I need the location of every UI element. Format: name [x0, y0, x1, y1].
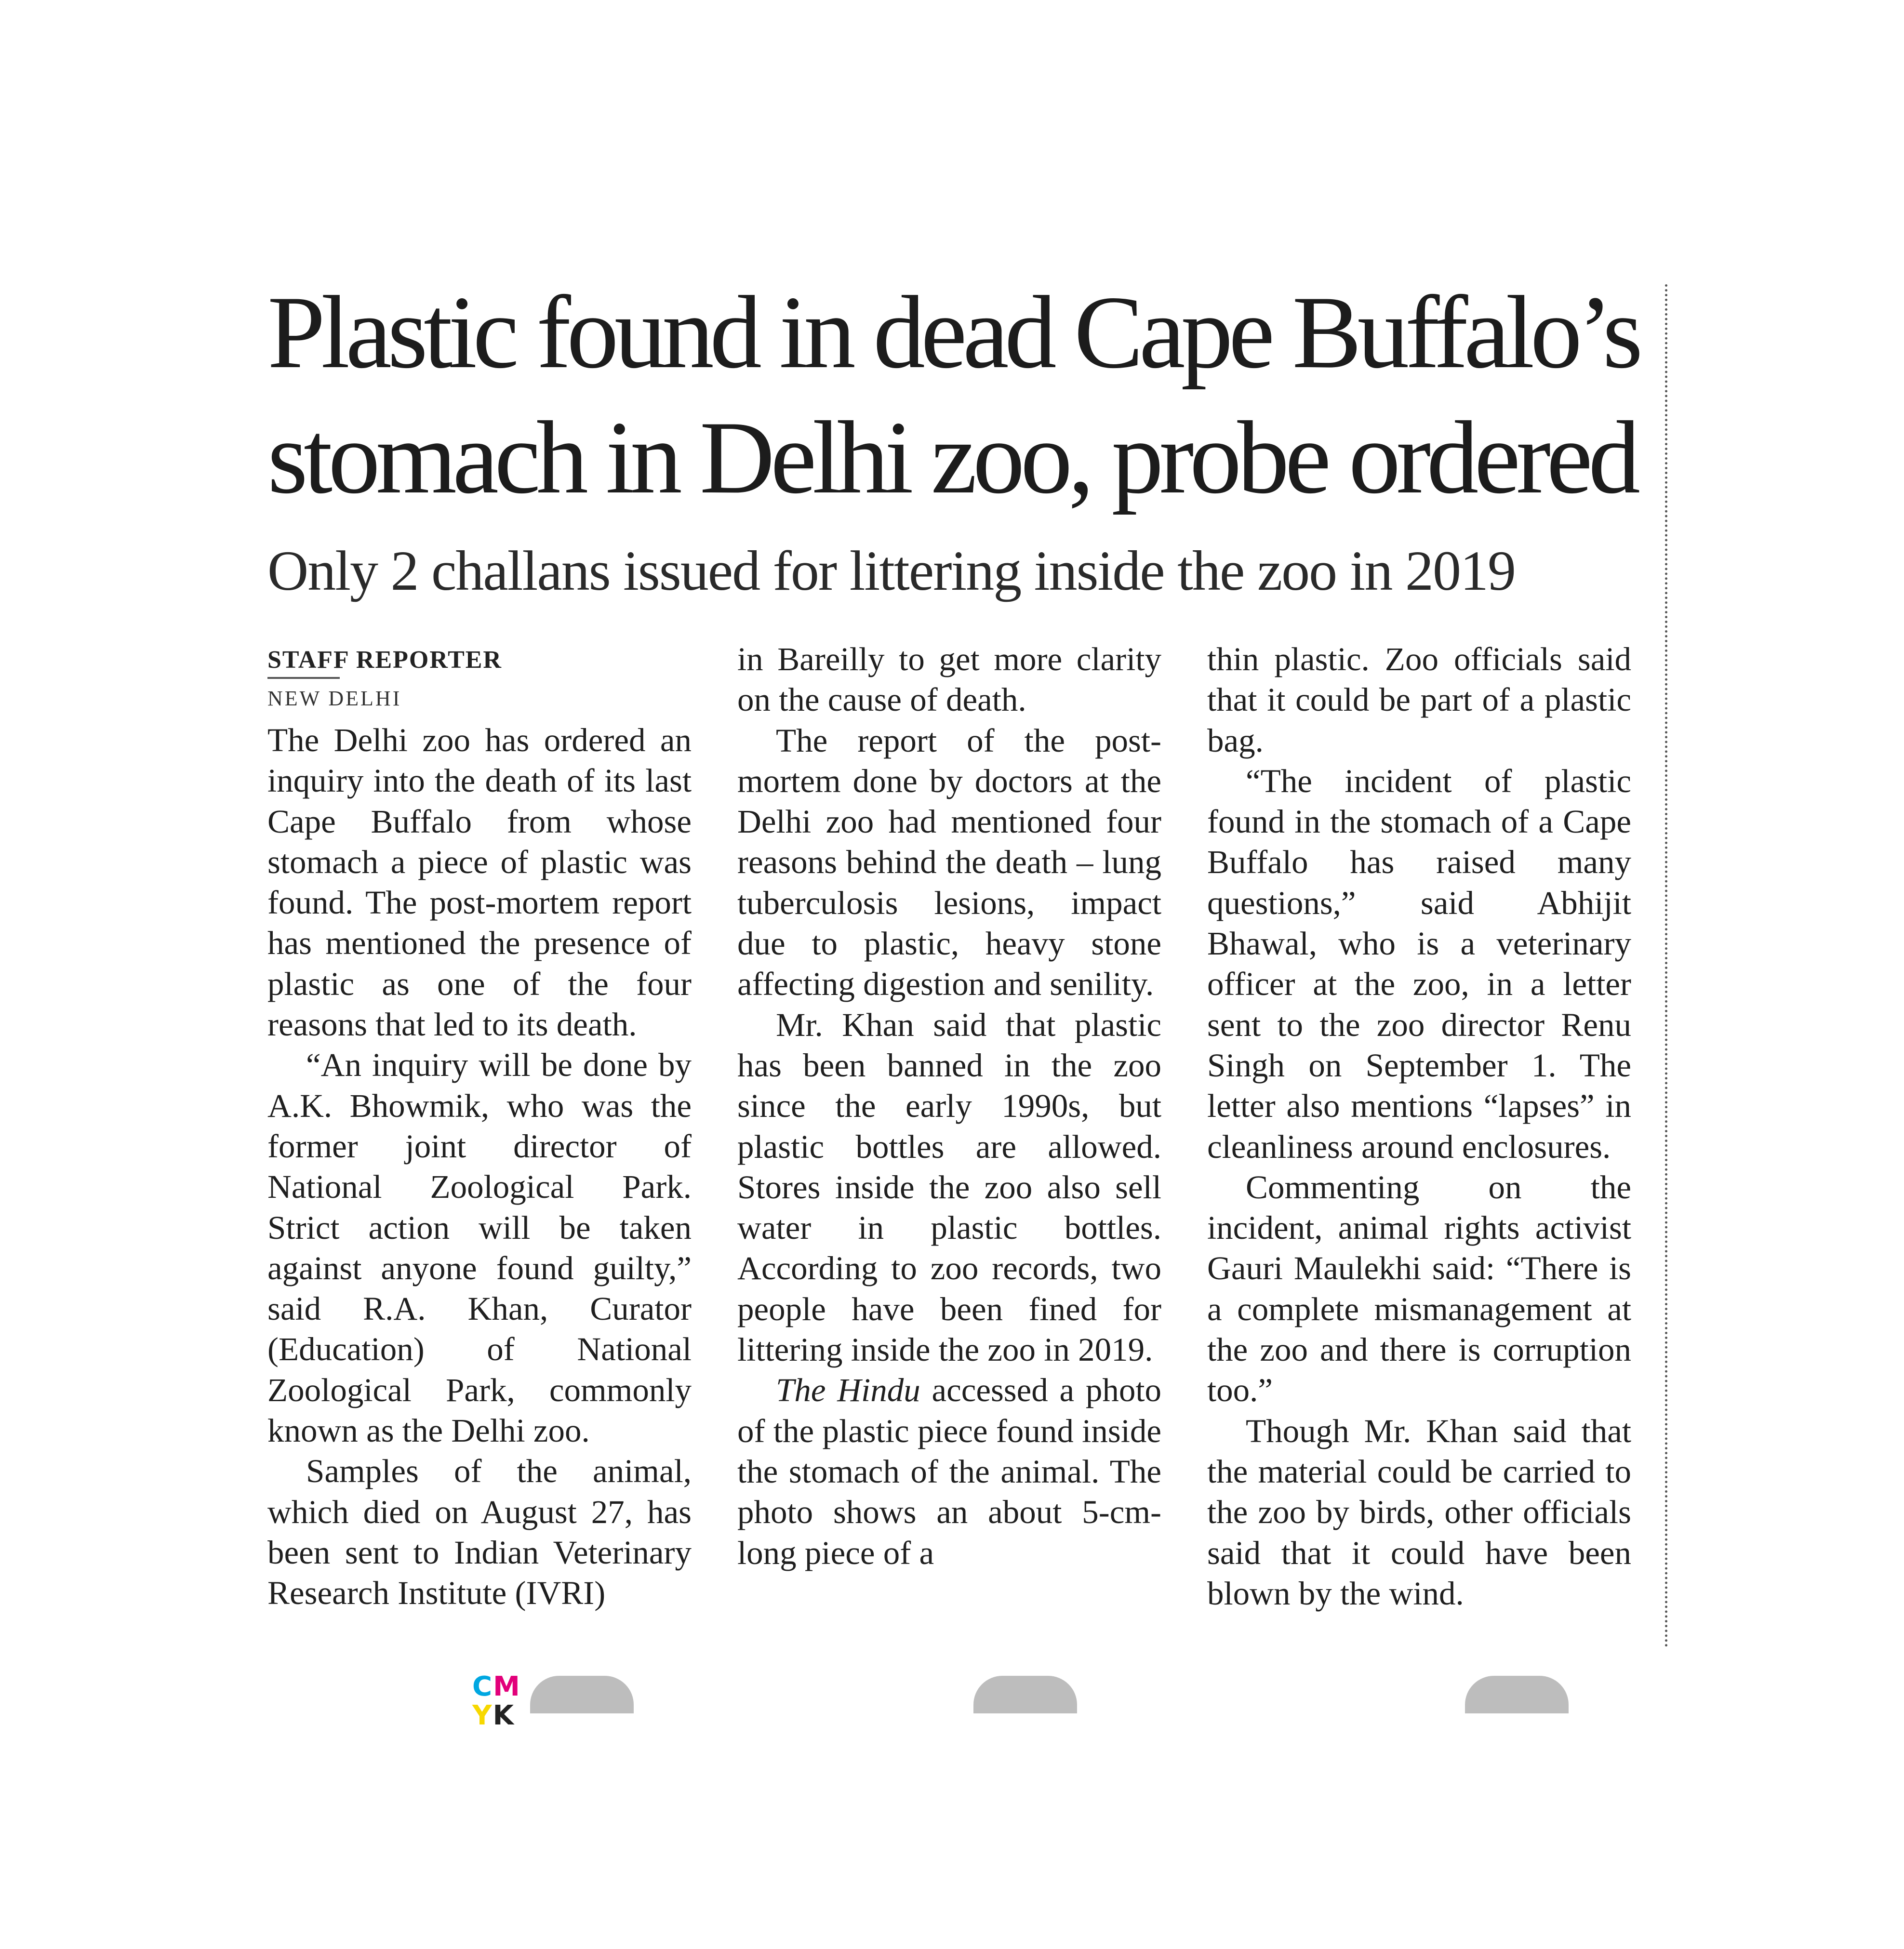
- headline-line-2: stomach in Delhi zoo, probe ordered: [267, 400, 1636, 515]
- paragraph: [737, 1370, 1161, 1573]
- cmyk-yk: [472, 1701, 515, 1731]
- print-registration-tab: [530, 1676, 634, 1713]
- column-3: [1207, 639, 1631, 1614]
- paragraph: Commenting on the incident, animal rights activist Gauri Maulekhi said: “There is a complete mismanagement at the zoo and there is corruption too.”: [1207, 1168, 1631, 1409]
- paragraph: Samples of the animal, which died on August 27, has been sent to Indian Veterinary Research Institute (IVRI): [267, 1453, 692, 1612]
- paragraph-text: accessed a photo of the plastic piece found inside the stomach of the animal. The photo shows an about 5-cm-long piece of a: [737, 1372, 1161, 1571]
- column-1: [267, 720, 692, 1614]
- paragraph: Though Mr. Khan said that the material could be carried to the zoo by birds, other officials said that it could have been blown by the wind.: [1207, 1412, 1631, 1612]
- cmyk-registration-mark: [472, 1671, 525, 1731]
- cmyk-c: C: [472, 1671, 493, 1702]
- byline: STAFF REPORTER: [267, 646, 502, 674]
- paragraph: The Delhi zoo has ordered an inquiry into the death of its last Cape Buffalo from whose stomach a piece of plastic was found. The post-mortem report has mentioned the presence of plastic as one of the four reasons that led to its death.: [267, 722, 692, 1043]
- paragraph: Mr. Khan said that plastic has been banned in the zoo since the early 1990s, but plastic bottles are allowed. Stores inside the zoo also sell water in plastic bottles. According to zoo records, two people have been fined for littering inside the zoo in 2019.: [737, 1006, 1161, 1368]
- dateline: NEW DELHI: [267, 687, 402, 710]
- subheadline: Only 2 challans issued for littering inside the zoo in 2019: [267, 539, 1515, 602]
- column-divider-dotted: [1665, 284, 1667, 1648]
- publication-name: The Hindu: [776, 1372, 920, 1409]
- paragraph: “An inquiry will be done by A.K. Bhowmik, who was the former joint director of National Zoological Park. Strict action will be taken against anyone found guilty,” said R.A. Khan, Curator (Education) of National Zoological Park, commonly known as the Delhi zoo.: [267, 1047, 692, 1449]
- column-2: [737, 639, 1161, 1573]
- print-registration-tab: [1465, 1676, 1569, 1713]
- paragraph: The report of the post-mortem done by doctors at the Delhi zoo had mentioned four reasons behind the death – lung tuberculosis lesions, impact due to plastic, heavy stone affecting digestion and senility.: [737, 722, 1161, 1003]
- headline-line-1: Plastic found in dead Cape Buffalo’s: [267, 275, 1639, 390]
- paragraph-continued: in Bareilly to get more clarity on the cause of death.: [737, 641, 1161, 718]
- byline-underline: [267, 677, 340, 679]
- cmyk-k: K: [493, 1700, 515, 1731]
- print-registration-tab: [973, 1676, 1077, 1713]
- paragraph: “The incident of plastic found in the stomach of a Cape Buffalo has raised many questions,” said Abhijit Bhawal, who is a veterinary officer at the zoo, in a letter sent to the zoo director Renu Singh on September 1. The letter also mentions “lapses” in cleanliness around enclosures.: [1207, 762, 1631, 1165]
- headline: [267, 270, 1665, 520]
- cmyk-m: M: [493, 1671, 521, 1702]
- cmyk-y: Y: [472, 1700, 493, 1731]
- paragraph-continued: thin plastic. Zoo officials said that it could be part of a plastic bag.: [1207, 641, 1631, 759]
